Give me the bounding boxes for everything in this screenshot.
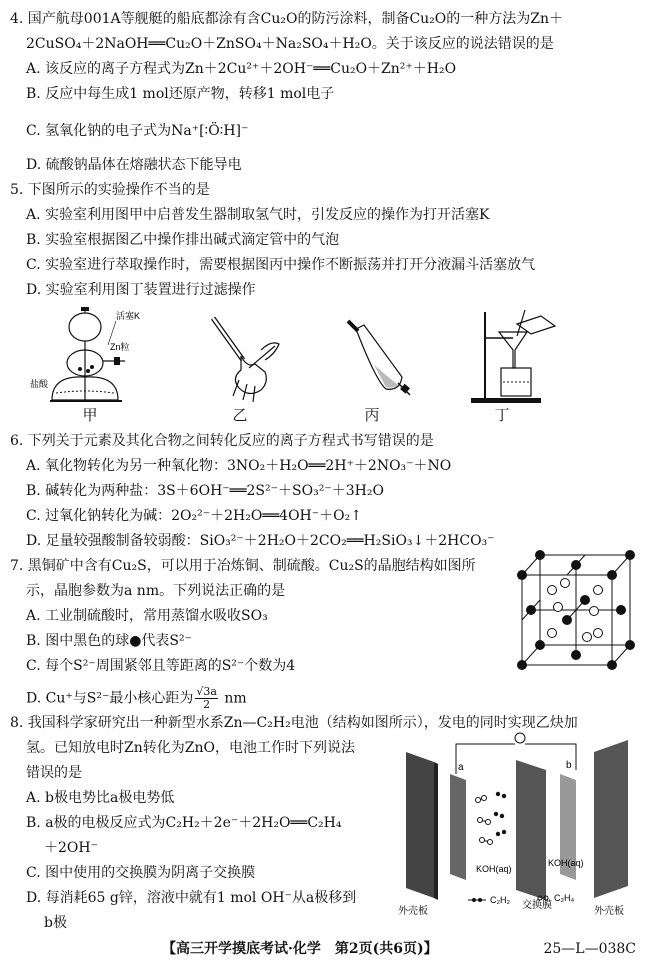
q8-option-b-line2: ＋2OH⁻	[44, 840, 98, 856]
crystal-cell-figure	[510, 545, 638, 673]
q6-option-d: D. 足量较强酸制备较弱酸：SiO₃²⁻＋2H₂O＋2CO₂══H₂SiO₃↓＋2HCO₃⁻	[26, 533, 495, 549]
q5-option-a: A. 实验室利用图甲中启普发生器制取氢气时，引发反应的操作为打开活塞K	[26, 207, 490, 223]
q4-option-a: A. 该反应的离子方程式为Zn＋2Cu²⁺＋2OH⁻══Cu₂O＋Zn²⁺＋H₂O	[26, 61, 457, 77]
q6-option-c: C. 过氧化钠转化为碱：2O₂²⁻＋2H₂O══4OH⁻＋O₂↑	[26, 508, 362, 524]
q4-stem-line1: 4. 国产航母001A等舰艇的船底都涂有含Cu₂O的防污涂料，制备Cu₂O的一种方法为Zn＋	[10, 11, 564, 27]
koh-left-label: KOH(aq)	[476, 864, 512, 874]
q7-stem-line1: 7. 黑铜矿中含有Cu₂S，可以用于冶炼铜、制硫酸。Cu₂S的晶胞结构如图所	[10, 558, 476, 574]
q8-stem-line3: 错误的是	[26, 765, 82, 781]
q8-option-b-line1: B. a极的电极反应式为C₂H₂＋2e⁻＋2H₂O══C₂H₄	[26, 815, 342, 831]
q6-stem: 6. 下列关于元素及其化合物之间转化反应的离子方程式书写错误的是	[10, 433, 434, 449]
q4-stem-line2: 2CuSO₄＋2NaOH══Cu₂O＋ZnSO₄＋Na₂SO₄＋H₂O。关于该反应的说法错误的是	[26, 36, 554, 52]
q7-option-b: B. 图中黑色的球●代表S²⁻	[26, 633, 192, 649]
q4-option-c: C. 氢氧化钠的电子式为Na⁺[∶Ö∶H]⁻	[26, 123, 249, 139]
electrode-b-label: b	[566, 760, 572, 771]
q5-stem: 5. 下图所示的实验操作不当的是	[10, 182, 210, 198]
separatory-funnel-figure	[340, 315, 420, 405]
kipp-apparatus-figure	[30, 305, 160, 410]
q7-stem-line2: 示，晶胞参数为a nm。下列说法正确的是	[26, 583, 286, 599]
acid-label: 盐酸	[30, 379, 49, 389]
battery-figure	[398, 730, 638, 920]
shell-right-label: 外壳板	[594, 906, 624, 917]
q8-stem-line2: 氢。已知放电时Zn转化为ZnO，电池工作时下列说法	[26, 740, 355, 756]
q4-option-b: B. 反应中每生成1 mol还原产物，转移1 mol电子	[26, 86, 335, 102]
footer-title: 【高三开学摸底考试·化学 第2页(共6页)】	[162, 941, 438, 957]
koh-right-label: KOH(aq)	[548, 858, 584, 868]
burette-figure	[205, 310, 285, 405]
q8-option-d-line2: b极	[44, 915, 67, 931]
q7-option-a: A. 工业制硫酸时，常用蒸馏水吸收SO₃	[26, 608, 268, 624]
q7-option-d-unit: nm	[219, 690, 247, 707]
q5-option-b: B. 实验室根据图乙中操作排出碱式滴定管中的气泡	[26, 232, 340, 248]
distance-fraction	[195, 686, 218, 711]
shell-left-label: 外壳板	[398, 906, 428, 917]
filtration-figure	[465, 308, 565, 408]
footer-code: 25—L—038C	[543, 941, 636, 957]
q6-option-a: A. 氧化物转化为另一种氧化物：3NO₂＋H₂O══2H⁺＋2NO₃⁻＋NO	[26, 458, 452, 474]
caption-jia: 甲	[82, 406, 98, 424]
q8-option-c: C. 图中使用的交换膜为阴离子交换膜	[26, 865, 256, 881]
caption-bing: 丙	[364, 406, 380, 424]
electrode-a-label: a	[458, 762, 464, 773]
q7-option-d-text: D. Cu⁺与S²⁻最小核心距为	[26, 690, 194, 707]
caption-yi: 乙	[232, 406, 248, 424]
caption-ding: 丁	[494, 406, 510, 424]
q5-option-d: D. 实验室利用图丁装置进行过滤操作	[26, 282, 256, 298]
q8-option-a: A. b极电势比a极电势低	[26, 790, 175, 806]
legend-c2h2: C₂H₂	[490, 895, 510, 905]
q8-option-d-line1: D. 每消耗65 g锌，溶液中就有1 mol OH⁻从a极移到	[26, 890, 357, 906]
legend-c2h4: C₂H₄	[554, 893, 575, 903]
fraction-numerator: √3a	[196, 685, 217, 698]
valve-k-label: 活塞K	[116, 311, 141, 321]
q5-option-c: C. 实验室进行萃取操作时，需要根据图丙中操作不断振荡并打开分液漏斗活塞放气	[26, 257, 536, 273]
zn-label: Zn粒	[110, 342, 130, 352]
q6-option-b: B. 碱转化为两种盐：3S＋6OH⁻══2S²⁻＋SO₃²⁻＋3H₂O	[26, 483, 384, 499]
q7-option-d	[26, 686, 247, 711]
fraction-denominator: 2	[203, 698, 211, 711]
q8-stem-line1: 8. 我国科学家研究出一种新型水系Zn—C₂H₂电池（结构如图所示），发电的同时实现乙炔加	[10, 715, 578, 731]
q7-option-c: C. 每个S²⁻周围紧邻且等距离的S²⁻个数为4	[26, 658, 296, 674]
q4-option-d: D. 硫酸钠晶体在熔融状态下能导电	[26, 157, 242, 173]
membrane-label: 交换膜	[522, 900, 552, 911]
